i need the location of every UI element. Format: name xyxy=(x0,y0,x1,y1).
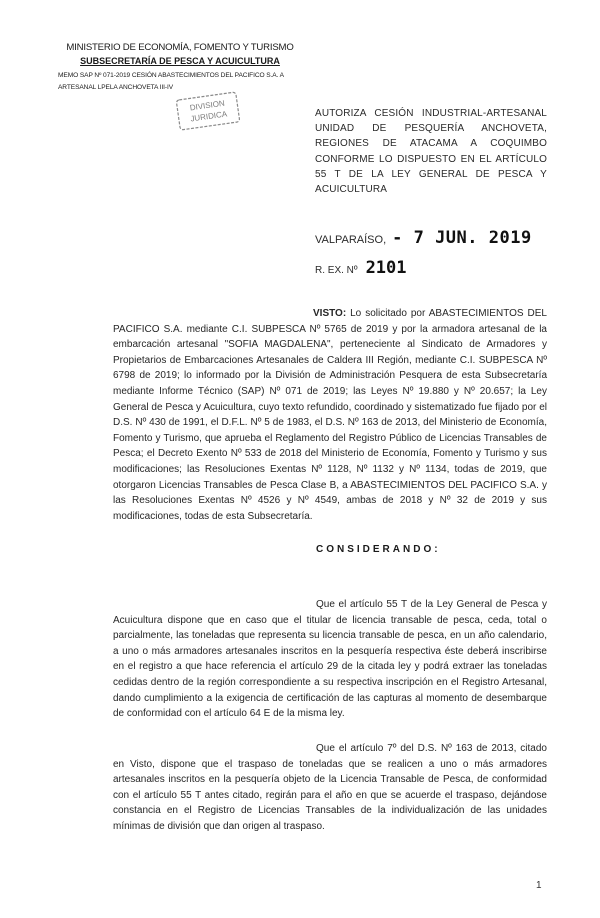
subsecretaria-name: SUBSECRETARÍA DE PESCA Y ACUICULTURA xyxy=(80,56,280,66)
resolution-title: AUTORIZA CESIÓN INDUSTRIAL-ARTESANAL UNIDAD DE PESQUERÍA ANCHOVETA, REGIONES DE ATACAMA A COQUIMBO CONFORME LO DISPUESTO EN EL ARTÍCULO 55 T DE LA LEY GENERAL DE PESCA Y ACUICULTURA xyxy=(315,108,547,196)
considerando-paragraph-1: Que el artículo 55 T de la Ley General de Pesca y Acuicultura dispone que en caso que el titular de licencia transable de pesca, ceda, total o parcialmente, las toneladas que representa su licencia transable de pesca, en un año calendario, a uno o más armadores artesanales inscritos en la pesquería respectiva éste deberá inscribirse en el registro a que hace referencia el artículo 29 de la citada ley y podrá extraer las toneladas cedidas dentro de la región correspondiente a su respectiva inscripción en el Registro Artesanal, dando cumplimiento a la exigencia de certificación de las capturas al momento de desembarque de conformidad con el artículo 64 E de la misma ley. xyxy=(113,599,547,720)
memo-line-2: ARTESANAL LPELA ANCHOVETA III-IV xyxy=(58,84,174,91)
resolution-label: R. EX. Nº xyxy=(315,265,358,276)
ministry-name: MINISTERIO DE ECONOMÍA, FOMENTO Y TURISMO xyxy=(66,42,294,53)
memo-reference xyxy=(58,70,284,94)
place-date xyxy=(315,228,532,248)
visto-section xyxy=(113,306,547,524)
resolution-number-value: 2101 xyxy=(365,258,407,278)
page-number: 1 xyxy=(536,880,542,891)
visto-heading: VISTO: xyxy=(313,308,347,319)
stamp-text-1: DIVISION xyxy=(189,98,226,113)
visto-body: Lo solicitado por ABASTECIMIENTOS DEL PACIFICO S.A. mediante C.I. SUBPESCA Nº 5765 de 2019 y por la armadora artesanal de la embarcación artesanal "SOFIA MAGDALENA", perteneciente al Sindicato de Armadores y Propietarios de Embarcaciones Artesanales de Caldera III Región, mediante C.I. SUBPESCA Nº 6798 de 2019; lo informado por la División de Administración Pesquera de esta Subsecretaría mediante Informe Técnico (SAP) Nº 071 de 2019; las Leyes Nº 19.880 y Nº 20.657; la Ley General de Pesca y Acuicultura, cuyo texto refundido, coordinado y sistematizado fue fijado por el D.S. Nº 430 de 1991, el D.F.L. Nº 5 de 1983, el D.S. Nº 163 de 2013, del Ministerio de Economía, Fomento y Turismo, que aprueba el Reglamento del Registro Público de Licencias Transables de Pesca; el Decreto Exento Nº 533 de 2018 del Ministerio de Economía, Fomento y Turismo y sus modificaciones; las Resoluciones Exentas Nº 1128, Nº 1132 y Nº 1134, todas de 2019, que otorgaron Licencias Transables de Pesca Clase B, a ABASTECIMIENTOS DEL PACIFICO S.A. y las Resoluciones Exentas Nº 4526 y Nº 4549, ambas de 2018 y Nº 32 de 2019 y sus modificaciones, todas de esta Subsecretaría. xyxy=(113,308,547,522)
stamp-text-2: JURIDICA xyxy=(189,109,228,124)
handwritten-date: - 7 JUN. 2019 xyxy=(392,228,532,248)
considerando-paragraph-2: Que el artículo 7º del D.S. Nº 163 de 2013, citado en Visto, dispone que el traspaso de toneladas que se realicen a uno o más armadores artesanales inscritos en la pesquería objeto de la Licencia Transable de Pesca, de conformidad con el artículo 55 T antes citado, regirán para el año en que se acuerde el traspaso, dejándose constancia en el Registro de Licencias Transables de la individualización de las unidades mínimas de división que dan origen al traspaso. xyxy=(113,743,547,832)
considerando-heading: CONSIDERANDO: xyxy=(316,544,441,555)
stamp-graphic xyxy=(174,90,242,133)
resolution-number xyxy=(315,258,407,278)
memo-line-1: MEMO SAP Nº 071-2019 CESIÓN ABASTECIMIENTOS DEL PACIFICO S.A. A xyxy=(58,72,284,79)
division-juridica-stamp xyxy=(174,90,242,133)
place: VALPARAÍSO, xyxy=(315,234,387,246)
